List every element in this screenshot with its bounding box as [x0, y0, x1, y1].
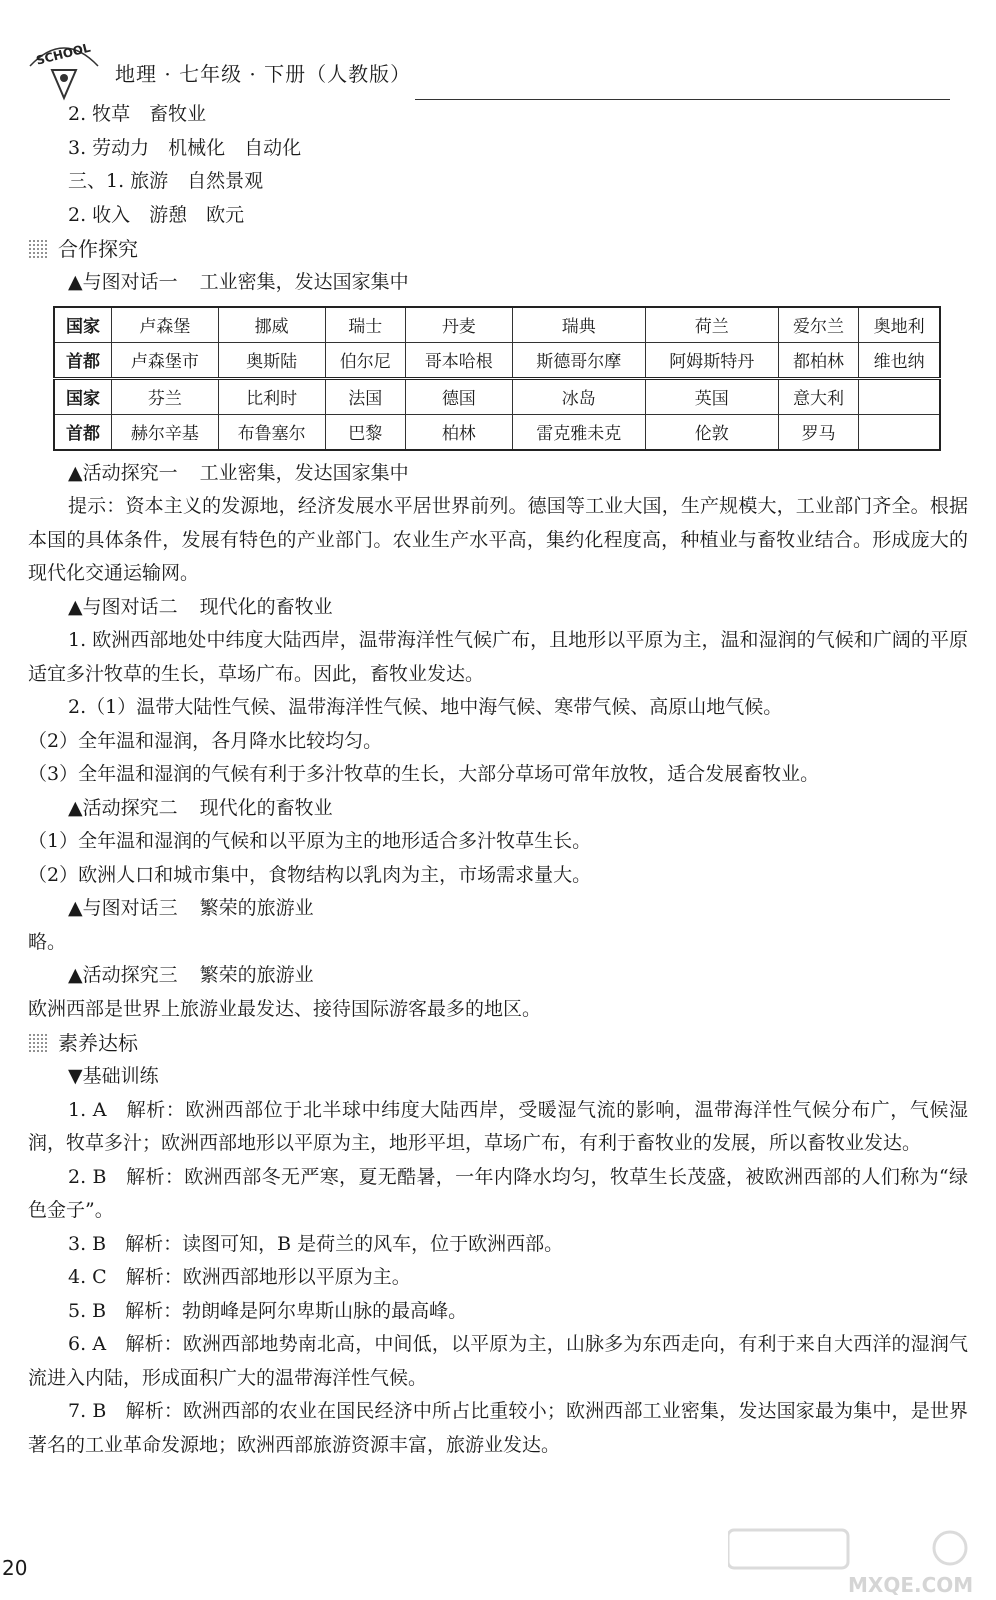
dialog3-heading — [28, 892, 968, 926]
table-cell: 冰岛 — [512, 378, 645, 414]
table-row — [54, 414, 940, 450]
table-cell: 哥本哈根 — [405, 342, 512, 378]
activity2-l2: （2）欧洲人口和城市集中，食物结构以乳肉为主，市场需求量大。 — [28, 863, 592, 886]
table-cell: 比利时 — [218, 378, 325, 414]
answer-item: 4. C 解析：欧洲西部地形以平原为主。 — [68, 1266, 411, 1288]
watermark-logo — [728, 1528, 978, 1598]
table-cell: 布鲁塞尔 — [218, 414, 325, 450]
table-cell: 都柏林 — [778, 342, 858, 378]
activity3-heading — [28, 959, 968, 993]
table-cell: 法国 — [325, 378, 405, 414]
dialog1-heading — [28, 266, 968, 300]
dialog1-label: ▲与图对话一 — [68, 271, 178, 293]
activity3-text: 欧洲西部是世界上旅游业最发达、接待国际游客最多的地区。 — [28, 997, 542, 1020]
table-cell: 英国 — [645, 378, 778, 414]
intro-line: 2. 牧草 畜牧业 — [68, 103, 207, 125]
table-cell: 德国 — [405, 378, 512, 414]
table-head-capital: 首都 — [54, 414, 112, 450]
section-title: 素养达标 — [58, 1031, 138, 1055]
dialog2-heading — [28, 591, 968, 625]
table-row — [54, 342, 940, 378]
table-cell: 意大利 — [778, 378, 858, 414]
school-logo-icon — [22, 36, 106, 102]
answer-item: 6. A 解析：欧洲西部地势南北高，中间低，以平原为主，山脉多为东西走向，有利于来自大西洋的湿润气流进入内陆，形成面积广大的温带海洋性气候。 — [28, 1333, 968, 1389]
answer-item: 5. B 解析：勃朗峰是阿尔卑斯山脉的最高峰。 — [68, 1299, 468, 1322]
table-cell: 斯德哥尔摩 — [512, 342, 645, 378]
dialog2-l2: （2）全年温和湿润，各月降水比较均匀。 — [28, 729, 383, 752]
table-cell: 赫尔辛基 — [112, 414, 219, 450]
dialog2-l3: （3）全年温和湿润的气候有利于多汁牧草的生长，大部分草场可常年放牧，适合发展畜牧业。 — [28, 763, 820, 785]
table-head-country: 国家 — [54, 307, 112, 343]
table-cell: 伦敦 — [645, 414, 778, 450]
dialog3-text: 略。 — [28, 930, 67, 953]
answer-item: 2. B 解析：欧洲西部冬无严寒，夏无酷暑，一年内降水均匀，牧草生长茂盛，被欧洲西部的人们称为“绿色金子”。 — [28, 1165, 968, 1221]
table-cell: 瑞士 — [325, 307, 405, 343]
table-cell: 丹麦 — [405, 307, 512, 343]
table-cell: 维也纳 — [859, 342, 940, 378]
page-content — [28, 98, 968, 1462]
basic-training-heading: ▼基础训练 — [68, 1065, 159, 1087]
dialog2-title: 现代化的畜牧业 — [199, 595, 333, 618]
dialog2-p1: 1. 欧洲西部地处中纬度大陆西岸，温带海洋性气候广布，且地形以平原为主，温和湿润的气候和广阔的平原适宜多汁牧草的生长，草场广布。因此，畜牧业发达。 — [28, 629, 968, 685]
activity1-label: ▲活动探究一 — [68, 461, 178, 484]
dialog2-label: ▲与图对话二 — [68, 595, 178, 618]
intro-line: 2. 收入 游憩 欧元 — [68, 203, 245, 226]
section-heading-literacy — [28, 1026, 968, 1060]
table-cell: 巴黎 — [325, 414, 405, 450]
table-cell: 瑞典 — [512, 307, 645, 343]
activity1-heading — [28, 457, 968, 491]
intro-line: 3. 劳动力 机械化 自动化 — [68, 136, 302, 159]
section-heading-cooperate — [28, 232, 968, 266]
table-cell: 奥地利 — [859, 307, 940, 343]
page-number: 20 — [2, 1556, 28, 1580]
page-header — [0, 30, 996, 100]
dialog3-label: ▲与图对话三 — [68, 897, 178, 919]
table-cell — [859, 378, 940, 414]
dialog2-l1: 2.（1）温带大陆性气候、温带海洋性气候、地中海气候、寒带气候、高原山地气候。 — [68, 696, 783, 718]
answer-item: 7. B 解析：欧洲西部的农业在国民经济中所占比重较小；欧洲西部工业密集，发达国家最为集中，是世界著名的工业革命发源地；欧洲西部旅游资源丰富，旅游业发达。 — [28, 1400, 968, 1456]
logo-text: SCHOOL — [34, 40, 92, 68]
table-cell: 雷克雅未克 — [512, 414, 645, 450]
activity3-title: 繁荣的旅游业 — [199, 964, 314, 986]
dialog3-title: 繁荣的旅游业 — [199, 897, 314, 919]
section-dots-icon — [28, 239, 48, 259]
activity1-title: 工业密集，发达国家集中 — [199, 461, 409, 484]
watermark-site: MXQE.COM — [848, 1573, 974, 1597]
table-row — [54, 307, 940, 343]
activity2-title: 现代化的畜牧业 — [199, 796, 333, 819]
dialog1-title: 工业密集，发达国家集中 — [199, 271, 409, 293]
section-title: 合作探究 — [58, 237, 138, 261]
table-cell: 荷兰 — [645, 307, 778, 343]
activity1-text: 提示：资本主义的发源地，经济发展水平居世界前列。德国等工业大国，生产规模大，工业部门齐全。根据本国的具体条件，发展有特色的产业部门。农业生产水平高，集约化程度高，种植业与畜牧业结合。形成庞大的现代化交通运输网。 — [28, 495, 968, 584]
table-row — [54, 378, 940, 414]
table-head-capital: 首都 — [54, 342, 112, 378]
table-cell: 罗马 — [778, 414, 858, 450]
table-cell: 伯尔尼 — [325, 342, 405, 378]
answer-item: 3. B 解析：读图可知，B 是荷兰的风车，位于欧洲西部。 — [68, 1232, 564, 1255]
table-cell: 阿姆斯特丹 — [645, 342, 778, 378]
intro-line: 三、1. 旅游 自然景观 — [68, 170, 264, 192]
table-cell: 奥斯陆 — [218, 342, 325, 378]
table-cell: 卢森堡 — [112, 307, 219, 343]
section-dots-icon — [28, 1033, 48, 1053]
table-cell: 芬兰 — [112, 378, 219, 414]
activity2-l1: （1）全年温和湿润的气候和以平原为主的地形适合多汁牧草生长。 — [28, 830, 592, 852]
table-cell: 爱尔兰 — [778, 307, 858, 343]
table-cell: 卢森堡市 — [112, 342, 219, 378]
activity2-heading — [28, 792, 968, 826]
table-cell: 挪威 — [218, 307, 325, 343]
table-cell — [859, 414, 940, 450]
activity2-label: ▲活动探究二 — [68, 796, 178, 819]
capitals-table — [53, 306, 941, 451]
answer-item: 1. A 解析：欧洲西部位于北半球中纬度大陆西岸，受暖湿气流的影响，温带海洋性气候分布广，气候湿润，牧草多汁；欧洲西部地形以平原为主，地形平坦，草场广布，有利于畜牧业的发展，所以畜牧业发达。 — [28, 1098, 968, 1154]
table-cell: 柏林 — [405, 414, 512, 450]
activity3-label: ▲活动探究三 — [68, 964, 178, 986]
table-head-country: 国家 — [54, 378, 112, 414]
header-title: 地理 · 七年级 · 下册（人教版） — [115, 62, 412, 86]
